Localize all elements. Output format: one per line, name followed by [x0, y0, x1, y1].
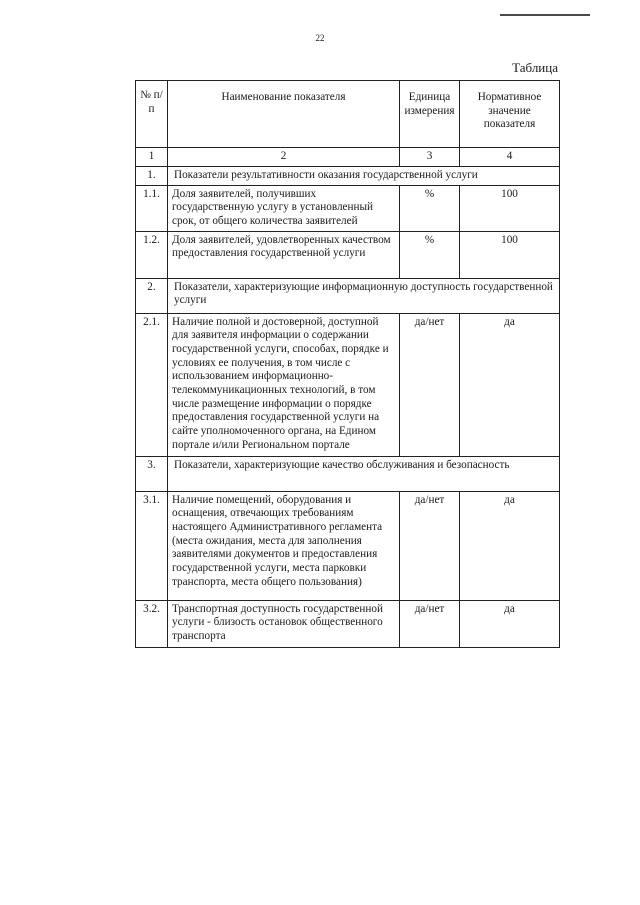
column-number: 4 [460, 148, 560, 167]
row-norm: 100 [460, 231, 560, 278]
row-name: Наличие полной и достоверной, доступной для заявителя информации о содержании государственной услуги, способах, порядке и условиях ее получения, в том числе с использованием информационно-телекоммуникационных технологий, в том числе размещение информации о порядке предоставления государственной услуги на сайте уполномоченного органа, на Едином портале и/или Региональном портале [168, 313, 400, 456]
row-unit: % [400, 185, 460, 231]
row-norm: 100 [460, 185, 560, 231]
row-num: 3.1. [136, 491, 168, 600]
row-unit: да/нет [400, 491, 460, 600]
section-num: 3. [136, 456, 168, 491]
row-unit: да/нет [400, 313, 460, 456]
table-row [136, 231, 560, 278]
table-row [136, 185, 560, 231]
table-row [136, 491, 560, 600]
page-number: 22 [315, 33, 325, 43]
row-num: 2.1. [136, 313, 168, 456]
column-number: 1 [136, 148, 168, 167]
row-num: 1.2. [136, 231, 168, 278]
row-name: Транспортная доступность государственной услуги - близость остановок общественного транспорта [168, 600, 400, 647]
row-num: 1.1. [136, 185, 168, 231]
header-norm: Нормативное значение показателя [460, 81, 560, 148]
section-row [136, 278, 560, 313]
column-number-row [136, 148, 560, 167]
table-row [136, 600, 560, 647]
column-number: 2 [168, 148, 400, 167]
section-row [136, 456, 560, 491]
row-norm: да [460, 491, 560, 600]
column-number: 3 [400, 148, 460, 167]
scan-artifact-line [500, 14, 590, 16]
header-unit: Единица измерения [400, 81, 460, 148]
section-title: Показатели результативности оказания государственной услуги [168, 167, 560, 186]
row-unit: % [400, 231, 460, 278]
row-name: Доля заявителей, удовлетворенных качеством предоставления государственной услуги [168, 231, 400, 278]
table-row [136, 313, 560, 456]
section-title: Показатели, характеризующие качество обслуживания и безопасность [168, 456, 560, 491]
section-title: Показатели, характеризующие информационную доступность государственной услуги [168, 278, 560, 313]
row-name: Наличие помещений, оборудования и оснащения, отвечающих требованиям настоящего Административного регламента (места ожидания, места для заполнения заявителями документов и предоставления государственной услуги, места парковки транспорта, места общего пользования) [168, 491, 400, 600]
section-num: 1. [136, 167, 168, 186]
table-header-row [136, 81, 560, 148]
header-name: Наименование показателя [168, 81, 400, 148]
row-name: Доля заявителей, получивших государственную услугу в установленный срок, от общего количества заявителей [168, 185, 400, 231]
row-norm: да [460, 313, 560, 456]
table-caption: Таблица [512, 60, 558, 75]
section-row [136, 167, 560, 186]
indicators-table [135, 80, 560, 648]
row-unit: да/нет [400, 600, 460, 647]
row-norm: да [460, 600, 560, 647]
header-num: № п/п [136, 81, 168, 148]
section-num: 2. [136, 278, 168, 313]
row-num: 3.2. [136, 600, 168, 647]
